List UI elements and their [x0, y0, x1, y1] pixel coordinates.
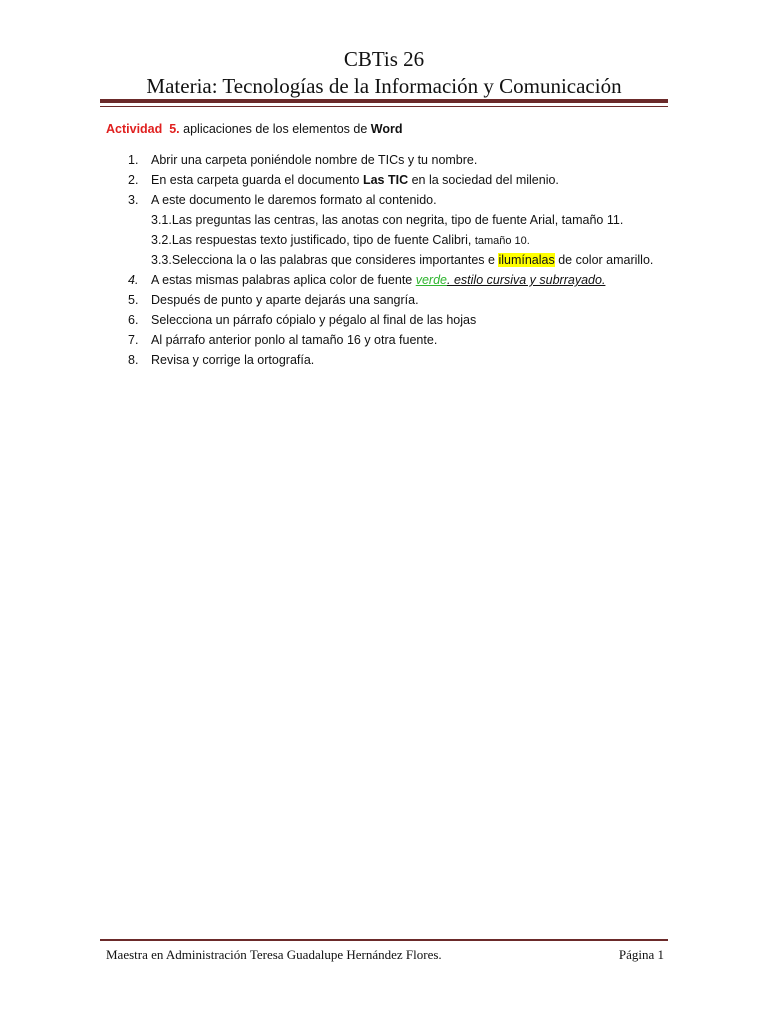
text-segment: Las preguntas las centras, las anotas con negrita, tipo de fuente Arial, tamaño 11. — [171, 213, 624, 227]
list-subitem-text — [151, 252, 653, 268]
list-item — [106, 272, 666, 292]
text-segment: Selecciona la o las palabras que consideres importantes e — [171, 253, 499, 267]
list-item-text — [151, 272, 605, 288]
list-item-number: 4. — [128, 273, 139, 287]
list-item-number: 7. — [128, 333, 139, 347]
list-item-text — [151, 172, 559, 188]
footer-rule — [100, 939, 668, 941]
list-item-text — [151, 332, 437, 348]
list-item-text — [151, 292, 419, 308]
list-subitem-text — [151, 212, 623, 228]
list-item — [106, 152, 666, 172]
text-segment: A estas mismas palabras aplica color de fuente — [151, 273, 416, 287]
activity-description: aplicaciones de los elementos de — [183, 122, 371, 136]
list-item-number: 1. — [128, 153, 139, 167]
text-segment: Abrir una carpeta poniéndole nombre de TICs y tu nombre. — [151, 153, 478, 167]
text-segment: Al párrafo anterior ponlo al tamaño 16 y otra fuente. — [151, 333, 438, 347]
list-item — [106, 292, 666, 312]
list-item — [106, 352, 666, 372]
green-text-segment: verde — [415, 273, 448, 287]
text-segment: Selecciona un párrafo cópialo y pégalo al final de las hojas — [151, 313, 477, 327]
list-item-number: 8. — [128, 353, 139, 367]
list-subitem-text — [151, 232, 530, 249]
text-segment: Después de punto y aparte dejarás una sangría. — [151, 293, 419, 307]
list-item-text — [151, 152, 477, 168]
footer-author: Maestra en Administración Teresa Guadalupe Hernández Flores. — [106, 947, 442, 962]
header-rule-thin — [100, 106, 668, 107]
activity-word: Word — [370, 122, 403, 136]
italic-underlined-text-segment: . estilo cursiva y subrrayado. — [447, 273, 606, 287]
list-subitem-number: 3.3. — [151, 253, 172, 267]
list-item — [106, 192, 666, 212]
text-segment: Revisa y corrige la ortografía. — [151, 353, 315, 367]
text-segment: de color amarillo. — [554, 253, 654, 267]
bold-text-segment: Las TIC — [362, 173, 409, 187]
list-subitem — [106, 212, 666, 232]
list-item — [106, 332, 666, 352]
subject-title: Materia: Tecnologías de la Información y Comunicación — [146, 74, 622, 98]
list-item-number: 6. — [128, 313, 139, 327]
instruction-list — [106, 152, 666, 372]
list-item-number: 2. — [128, 173, 139, 187]
list-item-text — [151, 192, 437, 208]
list-subitem — [106, 252, 666, 272]
list-subitem-number: 3.1. — [151, 213, 172, 227]
highlighted-text-segment: ilumínalas — [498, 253, 555, 267]
school-title: CBTis 26 — [343, 47, 425, 71]
activity-label: Actividad — [106, 122, 163, 136]
text-segment: A este documento le daremos formato al contenido. — [151, 193, 437, 207]
text-segment: en la sociedad del milenio. — [408, 173, 559, 187]
list-subitem-number: 3.2. — [151, 233, 172, 247]
text-segment: Las respuestas texto justificado, tipo de fuente Calibri, — [171, 233, 475, 247]
text-segment: En esta carpeta guarda el documento — [151, 173, 363, 187]
list-item — [106, 312, 666, 332]
list-item-text — [151, 312, 476, 328]
footer-page-number: Página 1 — [618, 947, 664, 962]
list-item-number: 5. — [128, 293, 139, 307]
list-subitem — [106, 232, 666, 252]
document-header — [100, 46, 668, 100]
list-item — [106, 172, 666, 192]
small-text-segment: tamaño 10. — [474, 235, 530, 247]
list-item-text — [151, 352, 314, 368]
header-rule-thick — [100, 99, 668, 103]
activity-heading — [106, 121, 402, 137]
activity-number: 5. — [169, 122, 180, 136]
list-item-number: 3. — [128, 193, 139, 207]
